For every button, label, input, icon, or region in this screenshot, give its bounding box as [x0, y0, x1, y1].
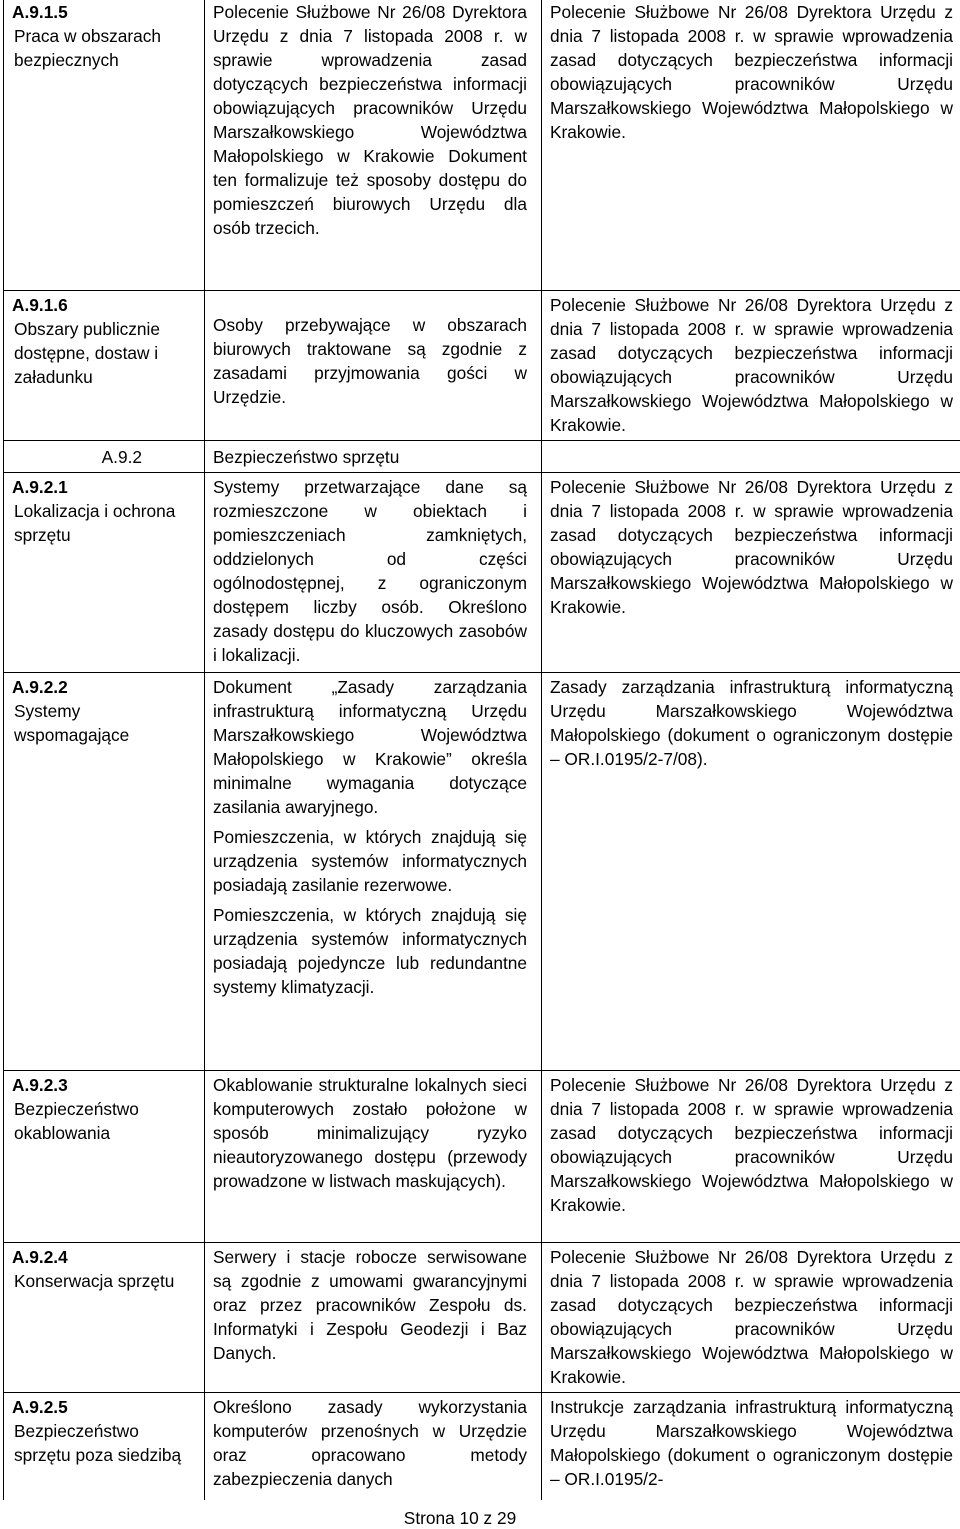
- reference-cell: [542, 672, 960, 1070]
- control-code: A.9.2.1: [12, 476, 68, 497]
- section-title-cell: [205, 440, 542, 472]
- description-text: Osoby przebywające w obszarach biurowych traktowane są zgodnie z zasadami przyjmowania gości w Urzędzie.: [213, 314, 527, 407]
- description-cell: [205, 1242, 542, 1392]
- reference-text: Zasady zarządzania infrastrukturą informatyczną Urzędu Marszałkowskiego Województwa Małopolskiego (dokument o ograniczonym dostępie – OR.I.0195/2-7/08).: [550, 676, 953, 769]
- description-text: Polecenie Służbowe Nr 26/08 Dyrektora Urzędu z dnia 7 listopada 2008 r. w sprawie wprowadzenia zasad dotyczących bezpieczeństwa informacji obowiązujących pracowników Urzędu Marszałkowskiego Województwa Małopolskiego w Krakowie Dokument ten formalizuje też sposoby dostępu do pomieszczeń biurowych Urzędu dla osób trzecich.: [213, 2, 527, 238]
- control-code: A.9.1.6: [12, 294, 68, 315]
- description-text: Systemy przetwarzające dane są rozmieszczone w obiektach i pomieszczeniach zamkniętych, oddzielonych od części ogólnodostępnej, z ograniczonym dostępem liczby osób. Określono zasady dostępu do kluczowych zasobów i lokalizacji.: [213, 476, 527, 665]
- description-cell: [205, 1392, 542, 1500]
- description-text: Okablowanie strukturalne lokalnych sieci komputerowych zostało położone w sposób minimalizujący ryzyko nieautoryzowanego dostępu (przewody prowadzone w listwach maskujących).: [213, 1074, 527, 1191]
- reference-cell: [542, 0, 960, 290]
- control-cell: [4, 1392, 205, 1500]
- control-label: Bezpieczeństwo okablowania: [14, 1098, 139, 1143]
- section-code-cell: [4, 440, 205, 472]
- control-cell: [4, 472, 205, 672]
- control-code: A.9.2.5: [12, 1396, 68, 1417]
- description-paragraph: Pomieszczenia, w których znajdują się urządzenia systemów informatycznych posiadają zasilanie rezerwowe.: [213, 826, 527, 895]
- table-row: [4, 1392, 960, 1500]
- section-title: Bezpieczeństwo sprzętu: [213, 446, 400, 467]
- reference-text: Polecenie Służbowe Nr 26/08 Dyrektora Urzędu z dnia 7 listopada 2008 r. w sprawie wprowadzenia zasad dotyczących bezpieczeństwa informacji obowiązujących pracowników Urzędu Marszałkowskiego Województwa Małopolskiego w Krakowie.: [550, 2, 953, 142]
- reference-text: Polecenie Służbowe Nr 26/08 Dyrektora Urzędu z dnia 7 listopada 2008 r. w sprawie wprowadzenia zasad dotyczących bezpieczeństwa informacji obowiązujących pracowników Urzędu Marszałkowskiego Województwa Małopolskiego w Krakowie.: [550, 294, 953, 435]
- description-cell: [205, 472, 542, 672]
- reference-cell: [542, 1242, 960, 1392]
- section-empty-cell: [542, 440, 960, 472]
- reference-text: Polecenie Służbowe Nr 26/08 Dyrektora Urzędu z dnia 7 listopada 2008 r. w sprawie wprowadzenia zasad dotyczących bezpieczeństwa informacji obowiązujących pracowników Urzędu Marszałkowskiego Województwa Małopolskiego w Krakowie.: [550, 476, 953, 617]
- description-cell: [205, 0, 542, 290]
- control-label: Konserwacja sprzętu: [14, 1270, 175, 1291]
- security-controls-table: [3, 0, 960, 1500]
- reference-text: Polecenie Służbowe Nr 26/08 Dyrektora Urzędu z dnia 7 listopada 2008 r. w sprawie wprowadzenia zasad dotyczących bezpieczeństwa informacji obowiązujących pracowników Urzędu Marszałkowskiego Województwa Małopolskiego w Krakowie.: [550, 1074, 953, 1215]
- control-code: A.9.2.4: [12, 1246, 68, 1267]
- description-text: Określono zasady wykorzystania komputerów przenośnych w Urzędzie oraz opracowano metody zabezpieczenia danych: [213, 1396, 527, 1489]
- control-cell: [4, 1070, 205, 1242]
- reference-text: Instrukcje zarządzania infrastrukturą informatyczną Urzędu Marszałkowskiego Województwa Małopolskiego (dokument o ograniczonym dostępie – OR.I.0195/2-: [550, 1396, 953, 1489]
- table-row: [4, 1070, 960, 1242]
- control-label: Systemy wspomagające: [14, 700, 130, 745]
- section-header-row: [4, 440, 960, 472]
- description-cell: [205, 290, 542, 440]
- page-number: Strona 10 z 29: [403, 1508, 517, 1528]
- reference-text: Polecenie Służbowe Nr 26/08 Dyrektora Urzędu z dnia 7 listopada 2008 r. w sprawie wprowadzenia zasad dotyczących bezpieczeństwa informacji obowiązujących pracowników Urzędu Marszałkowskiego Województwa Małopolskiego w Krakowie.: [550, 1246, 953, 1387]
- description-text: Serwery i stacje robocze serwisowane są zgodnie z umowami gwarancyjnymi oraz przez pracowników Zespołu ds. Informatyki i Zespołu Geodezji i Baz Danych.: [213, 1246, 527, 1363]
- control-cell: [4, 672, 205, 1070]
- control-label: Bezpieczeństwo sprzętu poza siedzibą: [14, 1420, 182, 1465]
- control-label: Obszary publicznie dostępne, dostaw i załadunku: [14, 318, 160, 387]
- description-cell: [205, 1070, 542, 1242]
- reference-cell: [542, 1070, 960, 1242]
- control-label: Praca w obszarach bezpiecznych: [14, 26, 161, 70]
- table-row: [4, 0, 960, 290]
- reference-cell: [542, 1392, 960, 1500]
- table-row: [4, 1242, 960, 1392]
- control-code: A.9.1.5: [12, 2, 68, 22]
- control-cell: [4, 1242, 205, 1392]
- table-row: [4, 290, 960, 440]
- section-code: A.9.2: [101, 446, 142, 467]
- description-cell: [205, 672, 542, 1070]
- description-paragraph: Dokument „Zasady zarządzania infrastrukturą informatyczną Urzędu Marszałkowskiego Województwa Małopolskiego w Krakowie” określa minimalne wymagania dotyczące zasilania awaryjnego.: [213, 676, 527, 817]
- control-code: A.9.2.2: [12, 676, 68, 697]
- reference-cell: [542, 290, 960, 440]
- reference-cell: [542, 472, 960, 672]
- control-label: Lokalizacja i ochrona sprzętu: [14, 500, 176, 545]
- control-code: A.9.2.3: [12, 1074, 68, 1095]
- table-row: [4, 672, 960, 1070]
- control-cell: [4, 290, 205, 440]
- table-row: [4, 472, 960, 672]
- description-paragraph: Pomieszczenia, w których znajdują się urządzenia systemów informatycznych posiadają pojedyncze lub redundantne systemy klimatyzacji.: [213, 904, 527, 997]
- control-cell: [4, 0, 205, 290]
